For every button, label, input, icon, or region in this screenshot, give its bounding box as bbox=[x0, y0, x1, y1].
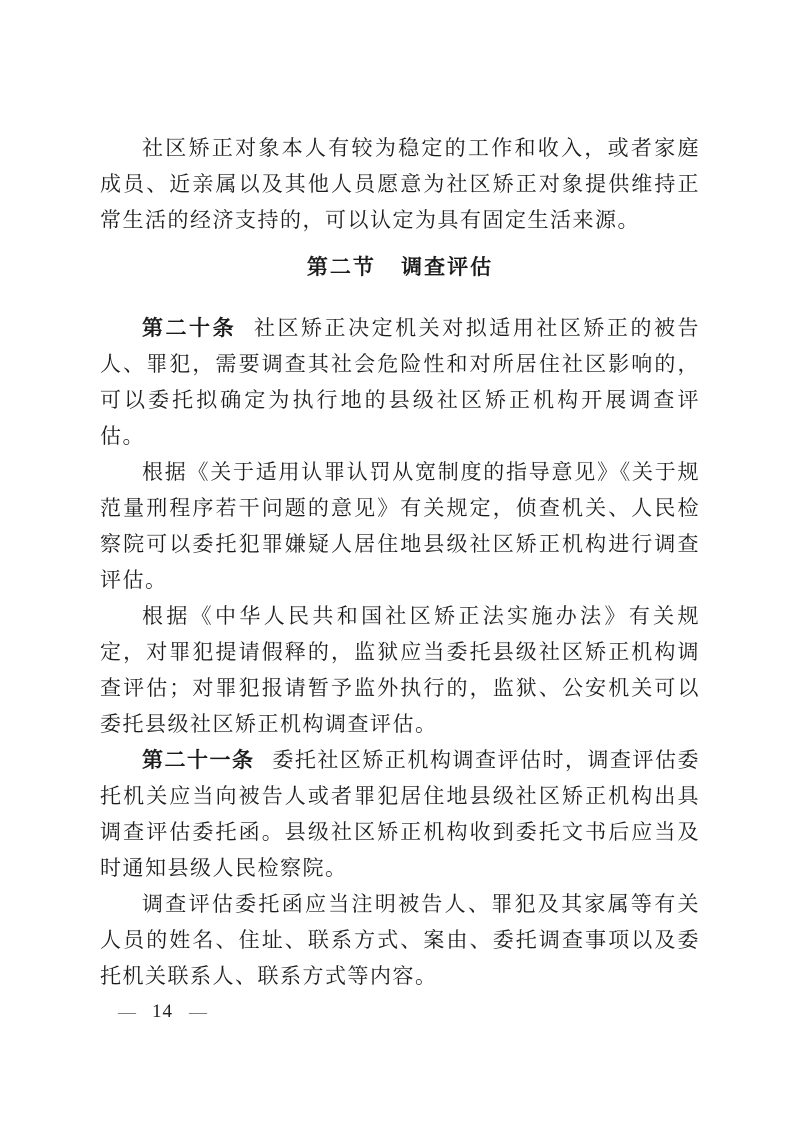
article-21-text: 委托社区矫正机构调查评估时，调查评估委托机关应当向被告人或者罪犯居住地县级社区矫正机构出具调查评估委托函。县级社区矫正机构收到委托文书后应当及时通知县级人民检察院。 bbox=[100, 748, 701, 880]
paragraph-article-21 bbox=[100, 742, 700, 886]
footer-left-dash: — bbox=[118, 1002, 136, 1022]
article-21-number: 第二十一条 bbox=[142, 748, 255, 772]
paragraph-fixed-income: 社区矫正对象本人有较为稳定的工作和收入，或者家庭成员、近亲属以及其他人员愿意为社区矫正对象提供维持正常生活的经济支持的，可以认定为具有固定生活来源。 bbox=[100, 136, 700, 232]
paragraph-entrustment-letter: 调查评估委托函应当注明被告人、罪犯及其家属等有关人员的姓名、住址、联系方式、案由、委托调查事项以及委托机关联系人、联系方式等内容。 bbox=[100, 892, 700, 988]
paragraph-leniency-guideline: 根据《关于适用认罪认罚从宽制度的指导意见》《关于规范量刑程序若干问题的意见》有关规定，侦查机关、人民检察院可以委托犯罪嫌疑人居住地县级社区矫正机构进行调查评估。 bbox=[100, 460, 700, 592]
document-body bbox=[100, 130, 700, 994]
paragraph-implementation-measures: 根据《中华人民共和国社区矫正法实施办法》有关规定，对罪犯提请假释的，监狱应当委托县级社区矫正机构调查评估；对罪犯报请暂予监外执行的，监狱、公安机关可以委托县级社区矫正机构调查评估。 bbox=[100, 604, 700, 736]
page-number: 14 bbox=[152, 1001, 173, 1022]
page-footer bbox=[118, 1000, 207, 1024]
section-title: 调查评估 bbox=[401, 255, 494, 279]
footer-right-dash: — bbox=[189, 1002, 207, 1022]
article-20-text: 社区矫正决定机关对拟适用社区矫正的被告人、罪犯，需要调查其社会危险性和对所居住社区影响的，可以委托拟确定为执行地的县级社区矫正机构开展调查评估。 bbox=[100, 316, 701, 448]
section-number: 第二节 bbox=[306, 255, 376, 279]
article-20-number: 第二十条 bbox=[142, 316, 237, 340]
section-heading bbox=[100, 249, 700, 285]
paragraph-article-20 bbox=[100, 310, 700, 454]
